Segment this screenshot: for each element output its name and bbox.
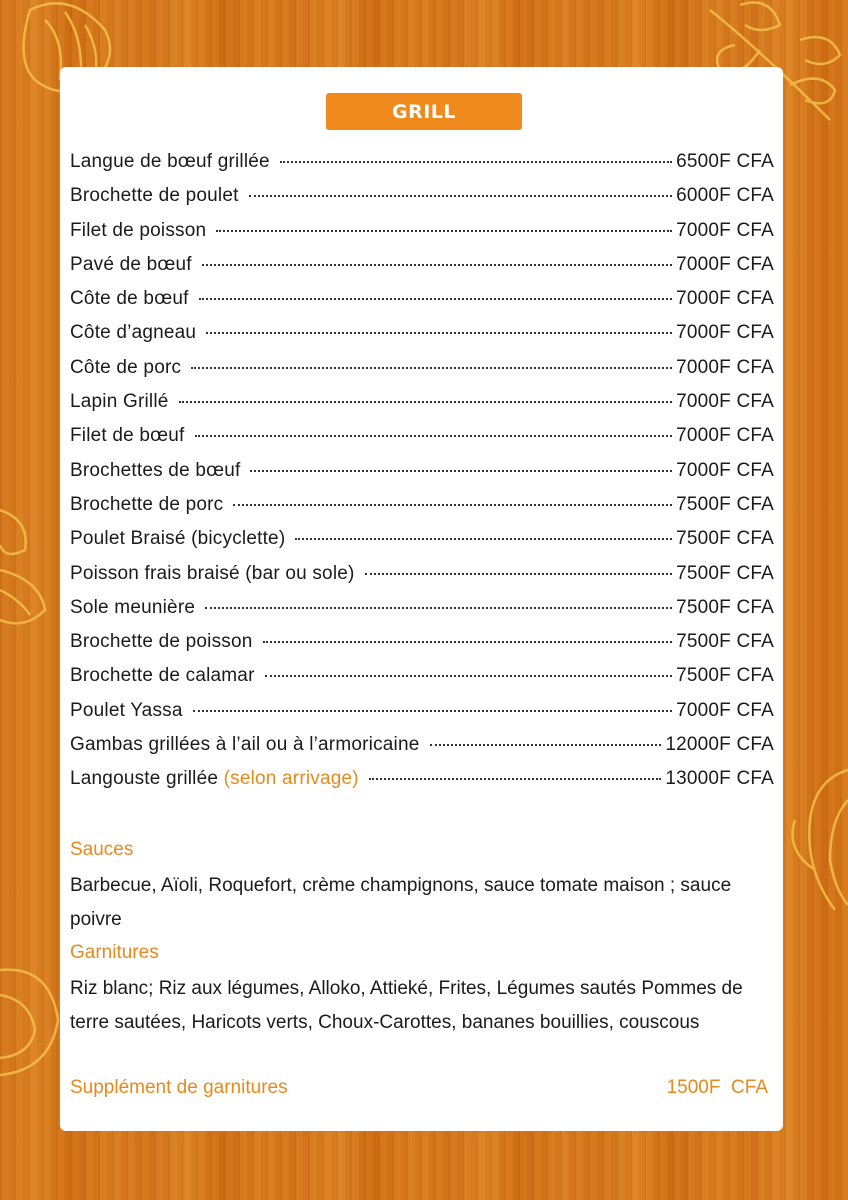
menu-item-label: Côte de porc — [70, 356, 182, 378]
menu-item-label: Filet de poisson — [70, 219, 207, 241]
dotted-leader — [295, 537, 672, 540]
dotted-leader — [202, 263, 672, 266]
menu-card — [60, 67, 783, 1131]
menu-item-price: 13000F CFA — [665, 768, 774, 790]
dotted-leader — [191, 366, 672, 369]
menu-item-label: Poulet Braisé (bicyclette) — [70, 528, 286, 550]
pepper-illustration-icon — [785, 760, 848, 920]
menu-item — [70, 768, 774, 802]
menu-item-name — [70, 734, 420, 756]
menu-item — [70, 631, 774, 665]
menu-item-label: Pavé de bœuf — [70, 253, 192, 275]
menu-item-name — [70, 700, 183, 722]
menu-item-price: 6000F CFA — [676, 185, 774, 207]
menu-item-price: 12000F CFA — [665, 734, 774, 756]
menu-item — [70, 151, 774, 185]
menu-item-label: Gambas grillées à l’ail ou à l’armoricaine — [70, 734, 420, 756]
menu-item-price: 7000F CFA — [676, 219, 774, 241]
menu-item-label: Brochette de poisson — [70, 631, 253, 653]
menu-item-label: Langouste grillée — [70, 768, 219, 790]
menu-item — [70, 425, 774, 459]
dotted-leader — [233, 503, 672, 506]
menu-item-price: 7000F CFA — [676, 288, 774, 310]
menu-item-name — [70, 665, 255, 687]
menu-item-price: 7500F CFA — [676, 562, 774, 584]
menu-item-name — [70, 597, 195, 619]
menu-item-name — [70, 254, 192, 276]
menu-item-label: Côte d’agneau — [70, 322, 197, 344]
dotted-leader — [193, 709, 672, 712]
menu-item-name — [70, 425, 185, 447]
sauces-text: Barbecue, Aïoli, Roquefort, crème champignons, sauce tomate maison ; sauce poivre — [70, 875, 732, 931]
section-title: GRILL — [391, 100, 456, 123]
menu-item-note: (selon arrivage) — [223, 768, 359, 790]
menu-item — [70, 322, 774, 356]
dotted-leader — [205, 606, 672, 609]
menu-item — [70, 391, 774, 425]
menu-item-price: 7000F CFA — [676, 459, 774, 481]
garnitures-heading: Garnitures — [70, 942, 159, 963]
menu-item-price: 7000F CFA — [676, 425, 774, 447]
menu-item-name — [70, 391, 169, 413]
menu-item-price: 7500F CFA — [676, 493, 774, 515]
menu-item — [70, 528, 774, 562]
menu-item-name — [70, 631, 253, 653]
menu-item-name — [70, 494, 223, 516]
dotted-leader — [179, 400, 673, 403]
supplement-price: 1500F CFA — [666, 1077, 768, 1098]
menu-item — [70, 288, 774, 322]
dotted-leader — [280, 160, 672, 163]
section-banner — [326, 93, 522, 130]
dotted-leader — [369, 777, 662, 780]
leaf-illustration-icon — [0, 490, 60, 650]
menu-item-price: 7500F CFA — [676, 665, 774, 687]
garnitures-text: Riz blanc; Riz aux légumes, Alloko, Attieké, Frites, Légumes sautés Pommes de terre sautées, Haricots verts, Choux-Carottes, bananes bouillies, couscous — [70, 978, 743, 1034]
menu-item-price: 6500F CFA — [676, 151, 774, 172]
dotted-leader — [365, 572, 673, 575]
menu-item-name — [70, 220, 206, 242]
menu-item-price: 7000F CFA — [676, 253, 774, 275]
menu-item-label: Brochette de calamar — [70, 665, 255, 687]
menu-item-price: 7000F CFA — [676, 391, 774, 413]
dotted-leader — [249, 194, 673, 197]
menu-item-label: Poulet Yassa — [70, 699, 183, 721]
menu-item-price: 7500F CFA — [676, 528, 774, 550]
menu-item-name — [70, 357, 181, 379]
menu-item-name — [70, 768, 359, 790]
menu-item-label: Côte de bœuf — [70, 288, 189, 310]
menu-item — [70, 665, 774, 699]
dotted-leader — [250, 469, 672, 472]
menu-item-name — [70, 528, 285, 550]
sauces-heading: Sauces — [70, 839, 134, 860]
menu-item-price: 7500F CFA — [676, 631, 774, 653]
menu-item — [70, 185, 774, 219]
menu-item — [70, 734, 774, 768]
menu-item-price: 7000F CFA — [676, 699, 774, 721]
menu-item-label: Brochette de poulet — [70, 185, 239, 207]
dotted-leader — [430, 743, 662, 746]
dotted-leader — [263, 640, 673, 643]
menu-item-name — [70, 322, 196, 344]
menu-item-name — [70, 288, 189, 310]
menu-item — [70, 494, 774, 528]
dotted-leader — [195, 434, 673, 437]
menu-item-label: Filet de bœuf — [70, 425, 185, 447]
menu-item — [70, 357, 774, 391]
menu-item — [70, 700, 774, 734]
menu-item-price: 7000F CFA — [676, 356, 774, 378]
menu-item — [70, 254, 774, 288]
menu-item-price: 7000F CFA — [676, 322, 774, 344]
menu-list — [70, 151, 774, 803]
menu-item-label: Brochettes de bœuf — [70, 459, 241, 481]
dotted-leader — [199, 297, 673, 300]
dotted-leader — [206, 331, 672, 334]
menu-item-label: Langue de bœuf grillée — [70, 151, 270, 172]
menu-item-label: Sole meunière — [70, 596, 196, 618]
menu-item — [70, 563, 774, 597]
dotted-leader — [265, 674, 673, 677]
menu-item-name — [70, 460, 240, 482]
supplement-row — [70, 1077, 768, 1099]
menu-item-name — [70, 185, 239, 207]
menu-item-label: Brochette de porc — [70, 493, 224, 515]
menu-item — [70, 460, 774, 494]
menu-item-name — [70, 151, 270, 173]
dotted-leader — [216, 229, 672, 232]
menu-item-name — [70, 563, 355, 585]
menu-item-label: Poisson frais braisé (bar ou sole) — [70, 562, 355, 584]
menu-item — [70, 220, 774, 254]
menu-item — [70, 597, 774, 631]
supplement-label: Supplément de garnitures — [70, 1077, 288, 1098]
menu-item-label: Lapin Grillé — [70, 391, 169, 413]
onion-illustration-icon — [0, 950, 62, 1090]
menu-item-price: 7500F CFA — [676, 596, 774, 618]
